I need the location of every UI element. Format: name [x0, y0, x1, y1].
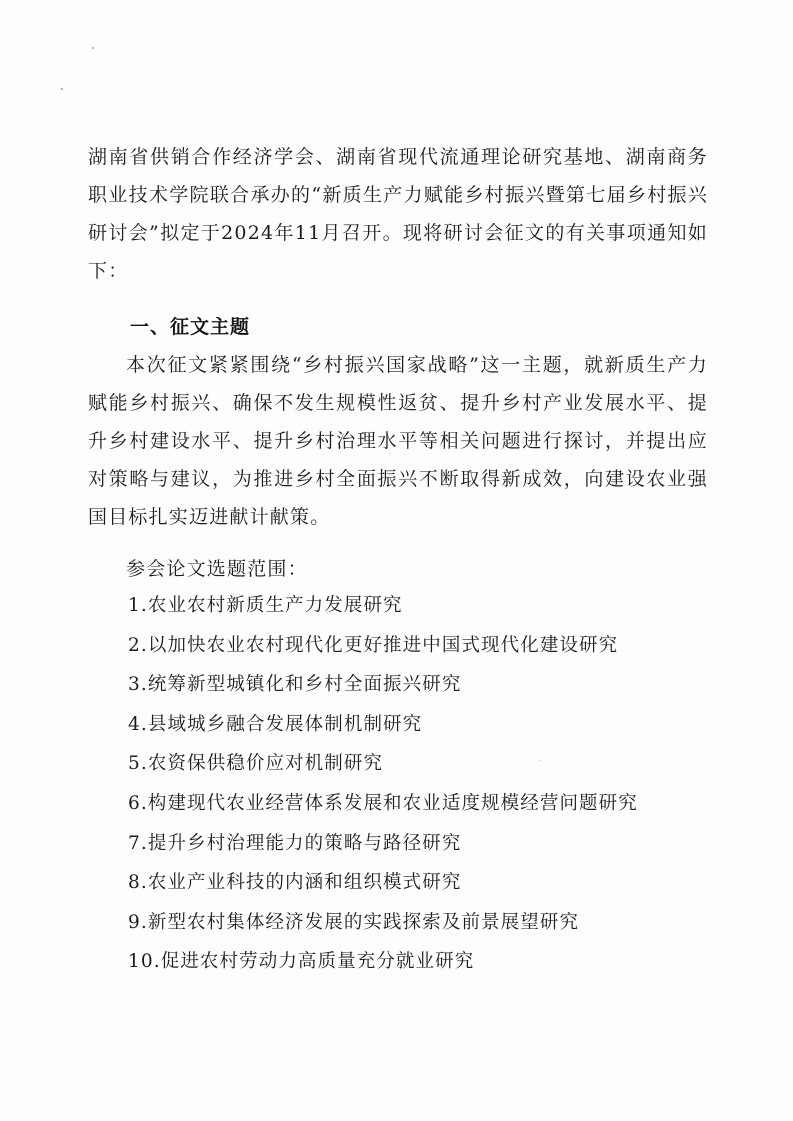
- scan-speck: [92, 47, 94, 49]
- topic-list: [128, 586, 638, 982]
- topic-item: 6.构建现代农业经营体系发展和农业适度规模经营问题研究: [128, 792, 638, 814]
- intro-paragraph: 湖南省供销合作经济学会、湖南省现代流通理论研究基地、湖南商务职业技术学院联合承办的“新质生产力赋能乡村振兴暨第七届乡村振兴研讨会”拟定于2024年11月召开。现将研讨会征文的有关事项通知如下：: [88, 146, 708, 282]
- theme-paragraph: 本次征文紧紧围绕“乡村振兴国家战略”这一主题，就新质生产力赋能乡村振兴、确保不发生规模性返贫、提升乡村产业发展水平、提升乡村建设水平、提升乡村治理水平等相关问题进行探讨，并提出应对策略与建议，为推进乡村全面振兴不断取得新成效，向建设农业强国目标扎实迈进献计献策。: [88, 354, 708, 528]
- section-heading: 一、征文主题: [130, 316, 251, 338]
- topics-label: 参会论文选题范围：: [126, 558, 308, 580]
- theme-section: [88, 346, 708, 536]
- topic-item: 4.县域城乡融合发展体制机制研究: [128, 713, 423, 735]
- scan-speck: [61, 88, 63, 90]
- topic-item: 10.促进农村劳动力高质量充分就业研究: [128, 951, 475, 973]
- topic-item: 5.农资保供稳价应对机制研究: [128, 753, 384, 775]
- topic-item: 1.农业农村新质生产力发展研究: [128, 595, 403, 616]
- topic-item: 8.农业产业科技的内涵和组织模式研究: [128, 872, 462, 894]
- topic-item: 2.以加快农业农村现代化更好推进中国式现代化建设研究: [128, 634, 619, 656]
- topic-item: 9.新型农村集体经济发展的实践探索及前景展望研究: [128, 911, 580, 933]
- topic-item: 3.统筹新型城镇化和乡村全面振兴研究: [128, 674, 462, 696]
- topic-item: 7.提升乡村治理能力的策略与路径研究: [128, 832, 462, 854]
- intro-section: [88, 138, 708, 290]
